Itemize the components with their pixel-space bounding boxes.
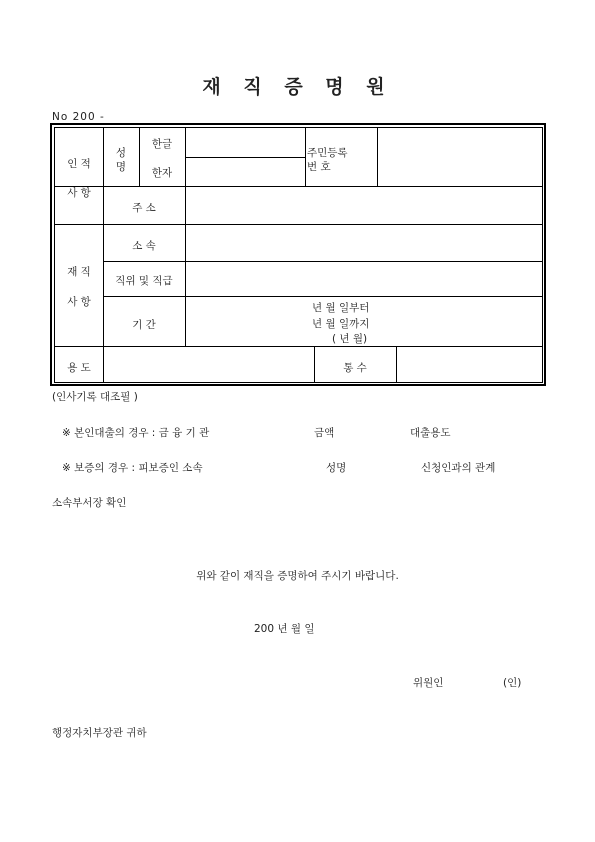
guarantee-relation-label: 신청인과의 관계	[421, 462, 496, 474]
document-number: No 200 -	[52, 111, 105, 123]
column-divider	[396, 346, 397, 383]
form-inner-border	[54, 127, 543, 383]
column-divider	[103, 346, 104, 383]
loan-use-label: 대출용도	[410, 427, 451, 439]
request-sentence: 위와 같이 재직을 증명하여 주시기 바랍니다.	[196, 570, 399, 582]
personal-section-label-line1: 인 적	[67, 158, 91, 170]
name-label-line1: 성	[115, 147, 127, 159]
employment-section-label-line2: 사 항	[67, 296, 91, 308]
row-divider	[55, 186, 542, 187]
hanja-label: 한자	[151, 167, 173, 179]
date-line: 200 년 월 일	[254, 623, 315, 635]
loan-amount-label: 금액	[314, 427, 335, 439]
row-divider	[103, 261, 542, 262]
period-total: ( 년 월)	[332, 333, 368, 345]
row-divider	[103, 296, 542, 297]
purpose-label: 용 도	[67, 362, 91, 374]
column-divider	[305, 128, 306, 186]
row-divider	[185, 157, 305, 158]
guarantee-case-note: ※ 보증의 경우 : 피보증인 소속	[62, 462, 203, 474]
record-check-note: (인사기록 대조필 )	[52, 391, 138, 403]
loan-case-note: ※ 본인대출의 경우 : 금 융 기 관	[62, 427, 210, 439]
row-divider	[55, 224, 542, 225]
resident-number-label-line1: 주민등록	[307, 147, 348, 159]
hangul-label: 한글	[151, 138, 173, 150]
dept-head-confirmation: 소속부서장 확인	[52, 497, 127, 509]
resident-number-label-line2: 번 호	[307, 161, 331, 173]
row-divider	[55, 346, 542, 347]
name-label-line2: 명	[115, 161, 127, 173]
copies-label: 통 수	[343, 362, 367, 374]
employment-section-label-line1: 재 직	[67, 266, 91, 278]
document-title: 재 직 증 명 원	[202, 76, 393, 98]
period-from: 년 월 일부터	[312, 302, 370, 314]
addressee: 행정자치부장관 귀하	[52, 727, 147, 739]
personal-section-label-line2: 사 항	[67, 187, 91, 199]
column-divider	[185, 128, 186, 346]
department-label: 소 속	[132, 240, 156, 252]
period-to: 년 월 일까지	[312, 318, 370, 330]
seal-label: (인)	[503, 677, 522, 689]
period-label: 기 간	[132, 319, 156, 331]
applicant-label: 위원인	[413, 677, 444, 689]
address-label: 주 소	[132, 202, 156, 214]
guarantee-name-label: 성명	[326, 462, 347, 474]
column-divider	[377, 128, 378, 186]
position-label: 직위 및 직급	[115, 275, 173, 287]
certificate-form-table	[50, 123, 546, 386]
